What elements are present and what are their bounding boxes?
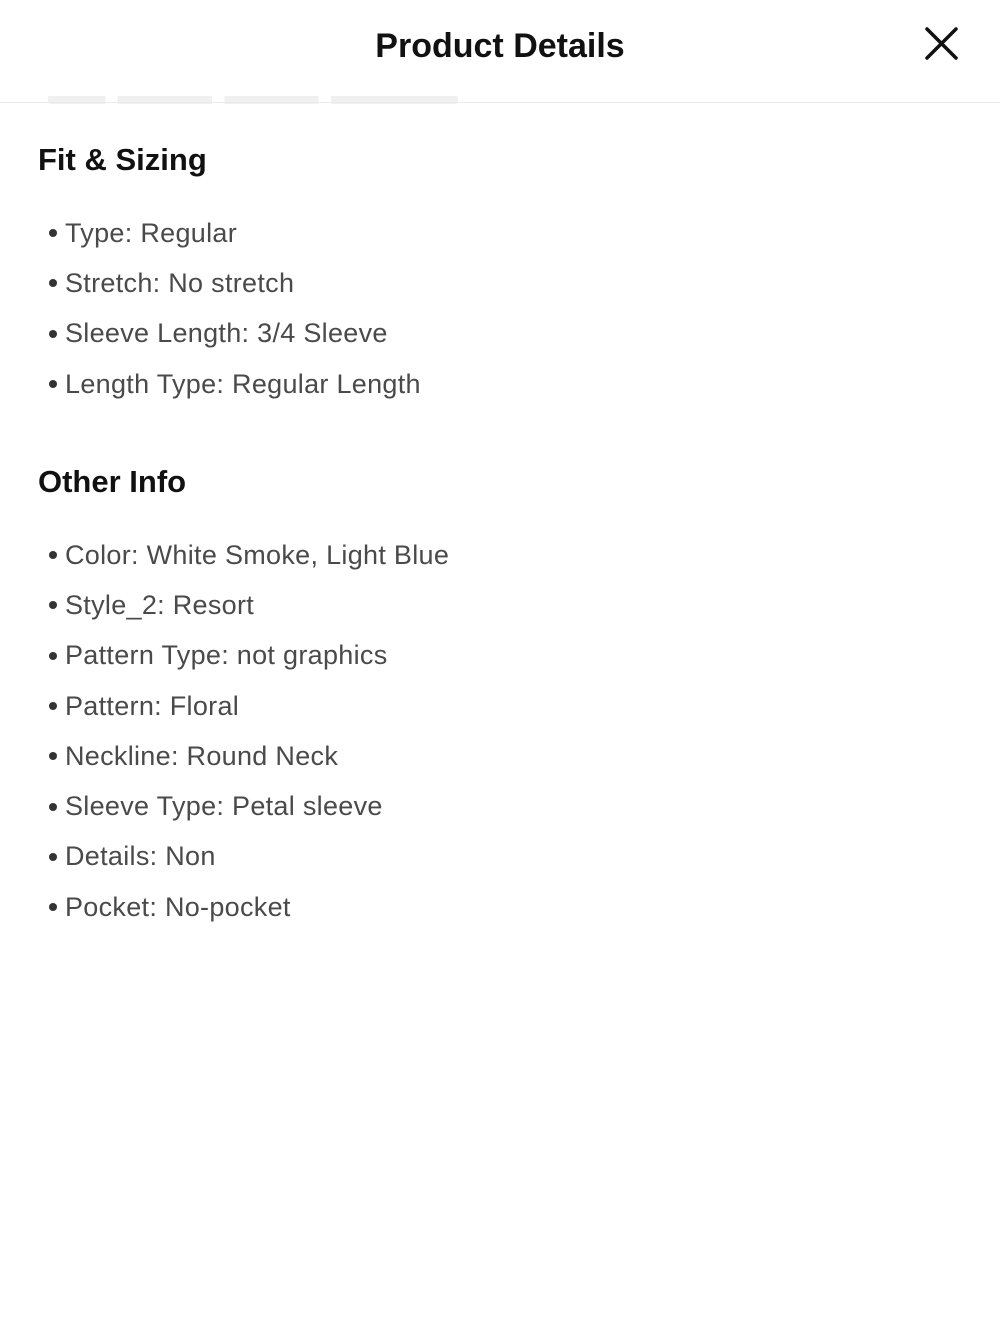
scrolled-content-edge <box>48 96 458 104</box>
modal-header <box>0 0 1000 103</box>
other-info-section <box>38 460 958 932</box>
bullet-icon <box>49 652 57 660</box>
list-item <box>38 631 958 681</box>
list-item <box>38 208 958 258</box>
list-item <box>38 309 958 359</box>
list-item <box>38 530 958 580</box>
bullet-icon <box>49 601 57 609</box>
list-item-text: Pocket: No-pocket <box>65 891 291 922</box>
fit-sizing-section <box>38 138 958 409</box>
bullet-icon <box>49 803 57 811</box>
bullet-icon <box>49 903 57 911</box>
list-item-text: Neckline: Round Neck <box>65 740 339 771</box>
list-item-text: Type: Regular <box>65 217 237 248</box>
close-button[interactable] <box>918 20 966 68</box>
list-item <box>38 681 958 731</box>
close-icon <box>918 20 966 68</box>
section-title-fit-sizing: Fit & Sizing <box>38 142 207 177</box>
bullet-icon <box>49 752 57 760</box>
bullet-icon <box>49 551 57 559</box>
fit-sizing-list <box>38 208 958 409</box>
list-item-text: Pattern: Floral <box>65 690 240 721</box>
bullet-icon <box>49 330 57 338</box>
bullet-icon <box>49 702 57 710</box>
page-title: Product Details <box>375 27 625 65</box>
bullet-icon <box>49 853 57 861</box>
list-item <box>38 580 958 630</box>
list-item <box>38 359 958 409</box>
list-item-text: Length Type: Regular Length <box>65 368 421 399</box>
list-item <box>38 731 958 781</box>
bullet-icon <box>49 279 57 287</box>
list-item-text: Style_2: Resort <box>65 589 255 620</box>
list-item-text: Sleeve Length: 3/4 Sleeve <box>65 318 388 349</box>
list-item <box>38 781 958 831</box>
list-item-text: Pattern Type: not graphics <box>65 640 388 671</box>
list-item <box>38 882 958 932</box>
list-item <box>38 832 958 882</box>
bullet-icon <box>49 380 57 388</box>
section-title-other-info: Other Info <box>38 464 187 499</box>
bullet-icon <box>49 229 57 237</box>
list-item-text: Stretch: No stretch <box>65 267 295 298</box>
list-item-text: Sleeve Type: Petal sleeve <box>65 791 383 822</box>
other-info-list <box>38 530 958 932</box>
list-item-text: Details: Non <box>65 841 216 872</box>
list-item-text: Color: White Smoke, Light Blue <box>65 539 450 570</box>
list-item <box>38 258 958 308</box>
